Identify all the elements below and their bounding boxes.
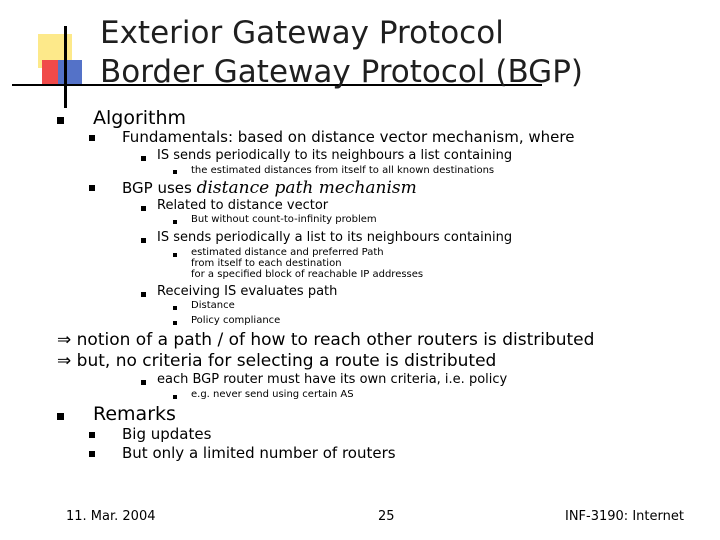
bullet-square-icon — [173, 321, 177, 325]
item-but-no — [57, 351, 496, 371]
title-line-2: Border Gateway Protocol (BGP) — [100, 54, 583, 90]
footer-course: INF-3190: Internet — [565, 509, 684, 524]
item-notion — [57, 330, 594, 350]
bullet-square-icon — [173, 220, 177, 224]
bgp-uses-text: BGP uses — [122, 179, 197, 197]
bullet-square-icon — [141, 206, 146, 211]
bgp-uses-emphasis: distance path mechanism — [196, 178, 417, 198]
bullet-square-icon — [89, 451, 95, 457]
item-estimated: the estimated distances from itself to all known destinations — [191, 165, 495, 176]
item-each-bgp: each BGP router must have its own criteria, i.e. policy — [157, 372, 508, 387]
item-limited: But only a limited number of routers — [122, 444, 396, 462]
bullet-square-icon — [57, 117, 64, 124]
bullet-square-icon — [141, 156, 146, 161]
bullet-square-icon — [89, 185, 95, 191]
bullet-square-icon — [173, 253, 177, 257]
footer-page-number: 25 — [378, 509, 395, 524]
bullet-square-icon — [173, 306, 177, 310]
decor-vertical-line — [64, 26, 67, 108]
bullet-square-icon — [89, 432, 95, 438]
implies-arrow-icon: ⇒ — [57, 351, 72, 371]
item-algorithm: Algorithm — [93, 107, 187, 129]
bullet-square-icon — [141, 292, 146, 297]
item-receiving: Receiving IS evaluates path — [157, 284, 338, 299]
bullet-square-icon — [141, 238, 146, 243]
implies-arrow-icon: ⇒ — [57, 330, 72, 350]
item-related: Related to distance vector — [157, 198, 329, 213]
item-estimated-preferred — [191, 247, 423, 280]
est-pref-line-3: for a specified block of reachable IP addresses — [191, 269, 424, 280]
item-distance: Distance — [191, 300, 235, 311]
item-bgp-uses — [122, 178, 417, 198]
decor-blue-square — [58, 60, 82, 84]
footer-date: 11. Mar. 2004 — [66, 509, 156, 524]
but-no-text: but, no criteria for selecting a route is distributed — [76, 351, 497, 371]
item-is-sends-2: IS sends periodically a list to its neighbours containing — [157, 230, 513, 245]
notion-text: notion of a path / of how to reach other routers is distributed — [76, 330, 595, 350]
slide-title — [100, 14, 700, 92]
bullet-square-icon — [57, 413, 64, 420]
bullet-square-icon — [173, 395, 177, 399]
item-is-sends: IS sends periodically to its neighbours a list containing — [157, 148, 513, 163]
title-line-1: Exterior Gateway Protocol — [100, 15, 504, 51]
est-pref-line-2: from itself to each destination — [191, 258, 342, 269]
bullet-square-icon — [173, 170, 177, 174]
item-fundamentals: Fundamentals: based on distance vector mechanism, where — [122, 128, 575, 146]
item-remarks: Remarks — [93, 403, 176, 425]
est-pref-line-1: estimated distance and preferred Path — [191, 247, 384, 258]
item-policy: Policy compliance — [191, 315, 281, 326]
item-but-without: But without count-to-infinity problem — [191, 214, 377, 225]
bullet-square-icon — [89, 135, 95, 141]
item-big-updates: Big updates — [122, 425, 212, 443]
bullet-square-icon — [141, 380, 146, 385]
item-eg: e.g. never send using certain AS — [191, 389, 354, 400]
